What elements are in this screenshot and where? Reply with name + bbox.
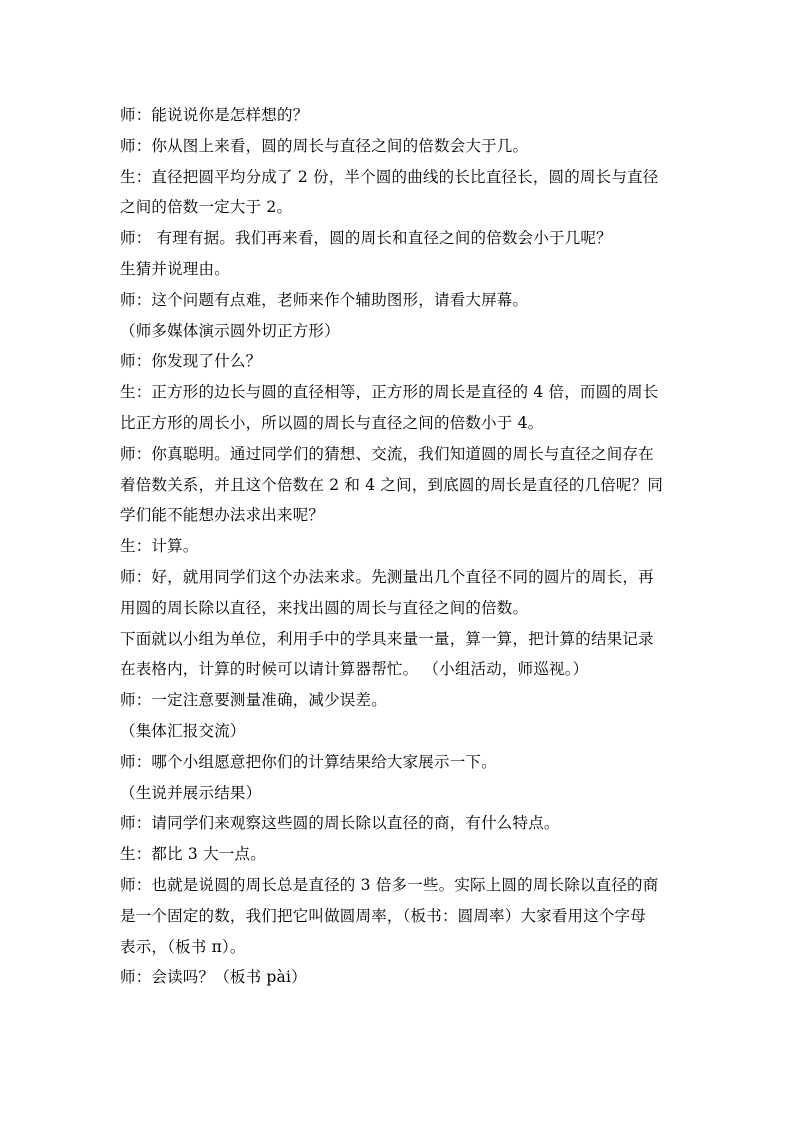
text-line: 师：你从图上来看，圆的周长与直径之间的倍数会大于几。 bbox=[120, 136, 529, 155]
text-line: 生猜并说理由。 bbox=[120, 259, 230, 278]
text-line: （集体汇报交流） bbox=[120, 721, 246, 740]
text-line: 师：你真聪明。通过同学们的猜想、交流，我们知道圆的周长与直径之间存在 bbox=[120, 444, 654, 463]
text-line: 之间的倍数一定大于 2。 bbox=[120, 198, 293, 217]
text-line: （师多媒体演示圆外切正方形） bbox=[120, 321, 340, 340]
text-line: 师：你发现了什么？ bbox=[120, 352, 262, 371]
text-line: 师：哪个小组愿意把你们的计算结果给大家展示一下。 bbox=[120, 752, 497, 771]
text-line: 生：计算。 bbox=[120, 537, 199, 556]
text-line: 师：这个问题有点难，老师来作个辅助图形，请看大屏幕。 bbox=[120, 290, 529, 309]
text-line: 下面就以小组为单位，利用手中的学具来量一量，算一算，把计算的结果记录 bbox=[120, 629, 654, 648]
text-line: 着倍数关系，并且这个倍数在 2 和 4 之间，到底圆的周长是直径的几倍呢？同 bbox=[120, 475, 664, 494]
text-line: 在表格内，计算的时候可以请计算器帮忙。 （小组活动，师巡视。） bbox=[120, 660, 589, 679]
text-line: （生说并展示结果） bbox=[120, 783, 262, 802]
text-line: 师：会读吗？（板书 pài） bbox=[120, 968, 307, 987]
text-line: 是一个固定的数，我们把它叫做圆周率，（板书：圆周率）大家看用这个字母 bbox=[120, 906, 647, 925]
text-line: 师：好，就用同学们这个办法来求。先测量出几个直径不同的圆片的周长，再 bbox=[120, 567, 654, 586]
text-line: 师：请同学们来观察这些圆的周长除以直径的商，有什么特点。 bbox=[120, 814, 560, 833]
text-line: 师： 有理有据。我们再来看，圆的周长和直径之间的倍数会小于几呢？ bbox=[120, 229, 612, 248]
text-line: 师：能说说你是怎样想的？ bbox=[120, 106, 309, 124]
text-line: 生：都比 3 大一点。 bbox=[120, 845, 266, 864]
text-line: 表示，（板书 π）。 bbox=[120, 937, 246, 956]
text-line: 生：正方形的边长与圆的直径相等，正方形的周长是直径的 4 倍，而圆的周长 bbox=[120, 383, 659, 402]
text-line: 学们能不能想办法求出来呢？ bbox=[120, 506, 325, 525]
text-line: 师：也就是说圆的周长总是直径的 3 倍多一些。实际上圆的周长除以直径的商 bbox=[120, 875, 659, 894]
text-line: 用圆的周长除以直径，来找出圆的周长与直径之间的倍数。 bbox=[120, 598, 529, 617]
document-body bbox=[120, 100, 676, 993]
text-line: 师：一定注意要测量准确，减少误差。 bbox=[120, 691, 387, 710]
text-line: 比正方形的周长小，所以圆的周长与直径之间的倍数小于 4。 bbox=[120, 413, 544, 432]
text-line: 生：直径把圆平均分成了 2 份，半个圆的曲线的长比直径长，圆的周长与直径 bbox=[120, 167, 659, 186]
